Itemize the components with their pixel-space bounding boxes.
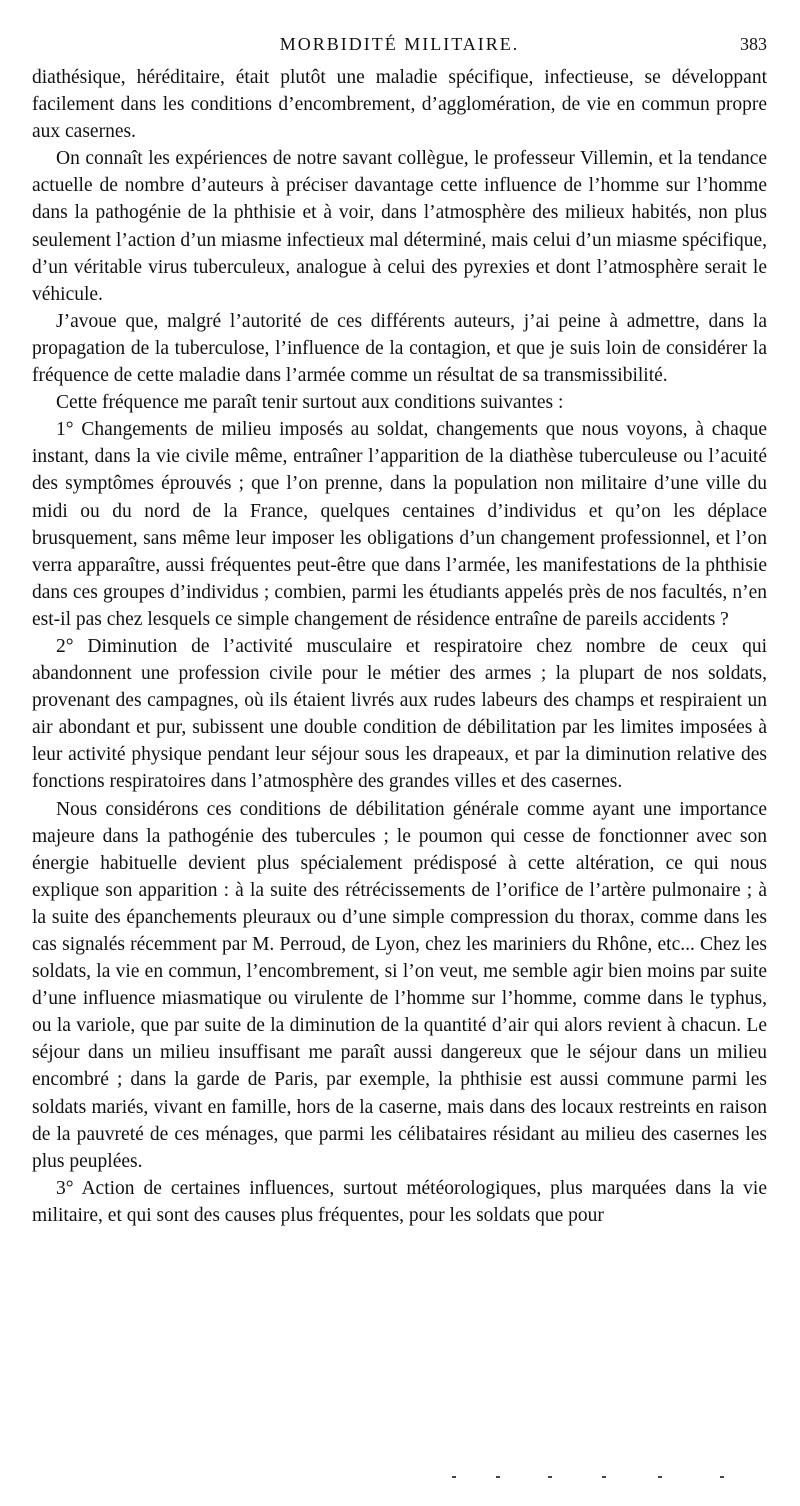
paragraph-continued: diathésique, héréditaire, était plutôt une maladie spécifique, infectieuse, se développant facilement dans les conditions d’encombrement, d’agglomération, de vie en commun propre aux casernes. [32, 67, 767, 143]
paragraph-villemin: On connaît les expériences de notre savant collègue, le professeur Villemin, et la tendance actuelle de nombre d’auteurs à préciser davantage cette influence de l’homme sur l’homme dans la pathogénie de la phthisie et à voir, dans l’atmosphère des milieux habités, non plus seulement l’action d’un miasme infectieux mal déterminé, mais celui d’un miasme spécifique, d’un véritable virus tuberculeux, analogue à celui des pyrexies et dont l’atmosphère serait le véhicule. [32, 148, 767, 305]
print-mark [548, 1476, 552, 1478]
print-mark [720, 1476, 724, 1478]
body-text [32, 64, 767, 1229]
paragraph-debilitation: Nous considérons ces conditions de débilitation générale comme ayant une importance majeure dans la pathogénie des tubercules ; le poumon qui cesse de fonctionner avec son énergie habituelle devient plus spécialement prédisposé à cette altération, ce qui nous explique son apparition : à la suite des rétrécissements de l’orifice de l’artère pulmonaire ; à la suite des épanchements pleuraux ou d’une simple compression du thorax, comme dans les cas signalés récemment par M. Perroud, de Lyon, chez les mariniers du Rhône, etc... Chez les soldats, la vie en commun, l’encombrement, si l’on veut, me semble agir bien moins par suite d’une influence miasmatique ou virulente de l’homme sur l’homme, comme dans le typhus, ou la variole, que par suite de la diminution de la quantité d’air qui alors revient à chacun. Le séjour dans un milieu insuffisant me paraît aussi dangereux que le séjour dans un milieu encombré ; dans la garde de Paris, par exemple, la phthisie est aussi commune parmi les soldats mariés, vivant en famille, hors de la caserne, mais dans des locaux restreints en raison de la pauvreté de ces ménages, que parmi les célibataires résidant au milieu des casernes les plus peuplées. [32, 798, 767, 1172]
print-mark [452, 1476, 456, 1478]
paragraph-contagion: J’avoue que, malgré l’autorité de ces différents auteurs, j’ai peine à admettre, dans la propagation de la tuberculose, l’influence de la contagion, et que je suis loin de considérer la fréquence de cette maladie dans l’armée comme un résultat de sa transmissibilité. [32, 310, 767, 387]
running-head [32, 32, 767, 56]
footer-print-marks [452, 1476, 752, 1482]
paragraph-condition-3: 3° Action de certaines influences, surtout météorologiques, plus marquées dans la vie militaire, et qui sont des causes plus fréquentes, pour les soldats que pour [32, 1177, 767, 1226]
print-mark [496, 1476, 500, 1478]
paragraph-condition-1: 1° Changements de milieu imposés au soldat, changements que nous voyons, à chaque instant, dans la vie civile même, entraîner l’apparition de la diathèse tuberculeuse ou l’acuité des symptômes éprouvés ; que l’on prenne, dans la population non militaire d’une ville du midi ou du nord de la France, quelques centaines d’individus et qu’on les déplace brusquement, sans même leur imposer les obligations d’un changement professionnel, et l’on verra apparaître, aussi fréquentes peut-être que dans l’armée, les manifestations de la phthisie dans ces groupes d’individus ; combien, parmi les étudiants appelés près de nos facultés, n’en est-il pas chez lesquels ce simple changement de résidence entraîne de pareils accidents ? [32, 419, 767, 630]
paragraph-condition-2: 2° Diminution de l’activité musculaire et respiratoire chez nombre de ceux qui abandonnent une profession civile pour le métier des armes ; la plupart de nos soldats, provenant des campagnes, où ils étaient livrés aux rudes labeurs des champs et respiraient un air abondant et pur, subissent une double condition de débilitation par les limites imposées à leur activité physique pendant leur séjour sous les drapeaux, et par la diminution relative des fonctions respiratoires dans l’atmosphère des grandes villes et des casernes. [32, 635, 767, 793]
paragraph-conditions-intro: Cette fréquence me paraît tenir surtout aux conditions suivantes : [56, 392, 564, 414]
page-number: 383 [740, 34, 767, 54]
running-title: MORBIDITÉ MILITAIRE. [279, 34, 520, 54]
print-mark [658, 1476, 662, 1478]
print-mark [602, 1476, 606, 1478]
